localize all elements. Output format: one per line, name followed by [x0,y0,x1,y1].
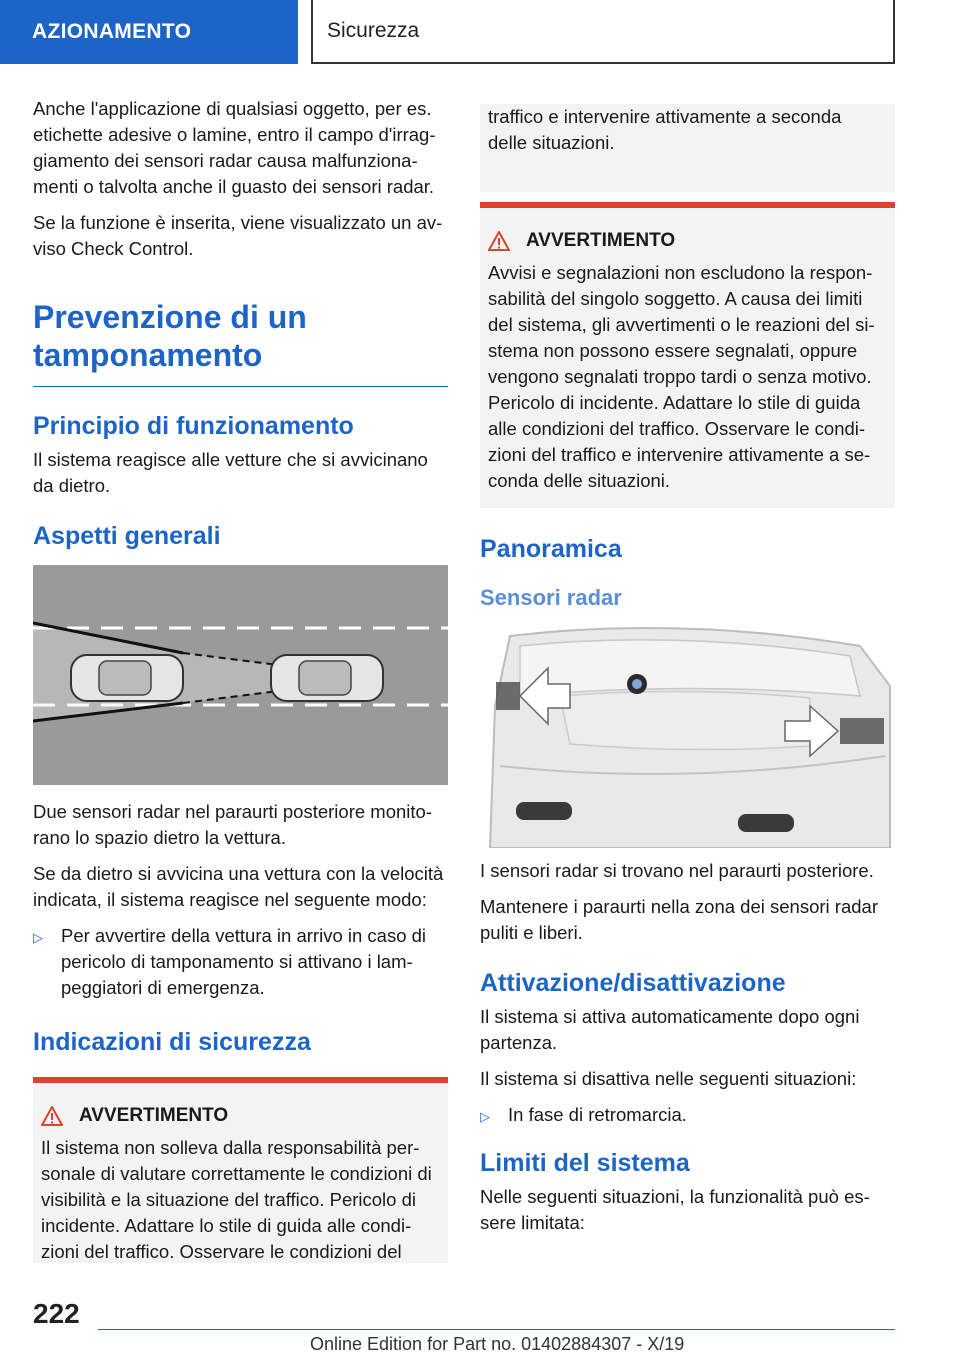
principio-paragraph: Il sistema reagisce alle vetture che si avvicinano da dietro. [33,449,428,496]
footer-divider [98,1329,895,1330]
aspetti-paragraph-1: Due sensori radar nel paraurti posteriore monitorano lo spazio dietro la vettura. [33,801,432,848]
car-rear-icon [71,655,183,701]
page-heading: Prevenzione di un tamponamento [33,298,448,387]
heading-sicurezza: Indicazioni di sicurezza [33,1028,311,1056]
sensori-paragraph-1: I sensori radar si trovano nel paraurti posteriore. [480,860,874,881]
footer-edition: Online Edition for Part no. 01402884307 - X/19 [310,1334,685,1354]
heading-principio: Principio di funzionamento [33,412,354,440]
continuation-text: traffico e intervenire attivamente a seconda delle situazioni. [488,106,842,153]
warning-text: Il sistema non solleva dalla responsabilità personale di valutare correttamente le condizioni di visibilità e la situazione del traffico. Pericolo di incidente. Adattare lo stile di guida alle condizioni del traffico. Osservare le condizioni del [41,1137,432,1262]
warning-continuation [480,104,895,192]
heading-attivazione: Attivazione/disattivazione [480,969,786,997]
warning-title-text: AVVERTIMENTO [526,230,676,251]
list-item [33,923,448,1001]
triangle-right-icon: ▷ [480,1109,490,1124]
right-column [480,104,895,1246]
attivazione-paragraph-2: Il sistema si disattiva nelle seguenti situazioni: [480,1068,857,1089]
warning-box [480,202,895,508]
warning-title [488,230,885,252]
list-item-text: In fase di retromarcia. [508,1104,687,1125]
warning-title-text: AVVERTIMENTO [79,1105,229,1126]
rear-collision-diagram [33,565,448,785]
rear-bumper-sensors-image [480,626,895,848]
warning-box [33,1077,448,1263]
triangle-right-icon: ▷ [33,930,43,945]
list-item [480,1102,895,1130]
aspetti-paragraph-2: Se da dietro si avvicina una vettura con la velocità indicata, il sistema reagisce nel seguente modo: [33,863,444,910]
section-title: Sicurezza [311,0,895,64]
chapter-tab[interactable]: AZIONAMENTO [0,0,298,64]
heading-aspetti: Aspetti generali [33,522,221,550]
intro-paragraph-1: Anche l'applicazione di qualsiasi oggetto, per es. etichette adesive o lamine, entro il campo d'irraggiamento dei sensori radar causa malfunzionamenti o talvolta anche il guasto dei sensori radar. [33,98,436,197]
sensori-paragraph-2: Mantenere i paraurti nella zona dei sensori radar puliti e liberi. [480,896,878,943]
heading-panoramica: Panoramica [480,535,622,563]
heading-sensori: Sensori radar [480,585,622,610]
page-number: 222 [33,1298,80,1329]
limiti-paragraph: Nelle seguenti situazioni, la funzionalità può essere limitata: [480,1186,870,1233]
warning-text: Avvisi e segnalazioni non escludono la responsabilità del singolo soggetto. A causa dei limiti del sistema, gli avvertimenti o le reazioni del sistema non possono essere segnalati, oppure vengono segnalati troppo tardi o senza motivo. Pericolo di incidente. Adattare lo stile di guida alle condizioni del traffico. Osservare le condizioni del traffico e intervenire attivamente a seconda delle situazioni. [488,262,875,491]
heading-limiti: Limiti del sistema [480,1149,690,1177]
intro-paragraph-2: Se la funzione è inserita, viene visualizzato un avviso Check Control. [33,212,443,259]
left-column [33,96,448,1263]
warning-triangle-icon [488,231,510,251]
attivazione-paragraph-1: Il sistema si attiva automaticamente dopo ogni partenza. [480,1006,860,1053]
car-front-icon [271,655,383,701]
warning-title [41,1105,438,1127]
warning-triangle-icon [41,1106,63,1126]
list-item-text: Per avvertire della vettura in arrivo in caso di pericolo di tamponamento si attivano i lampeggiatori di emergenza. [61,925,427,998]
